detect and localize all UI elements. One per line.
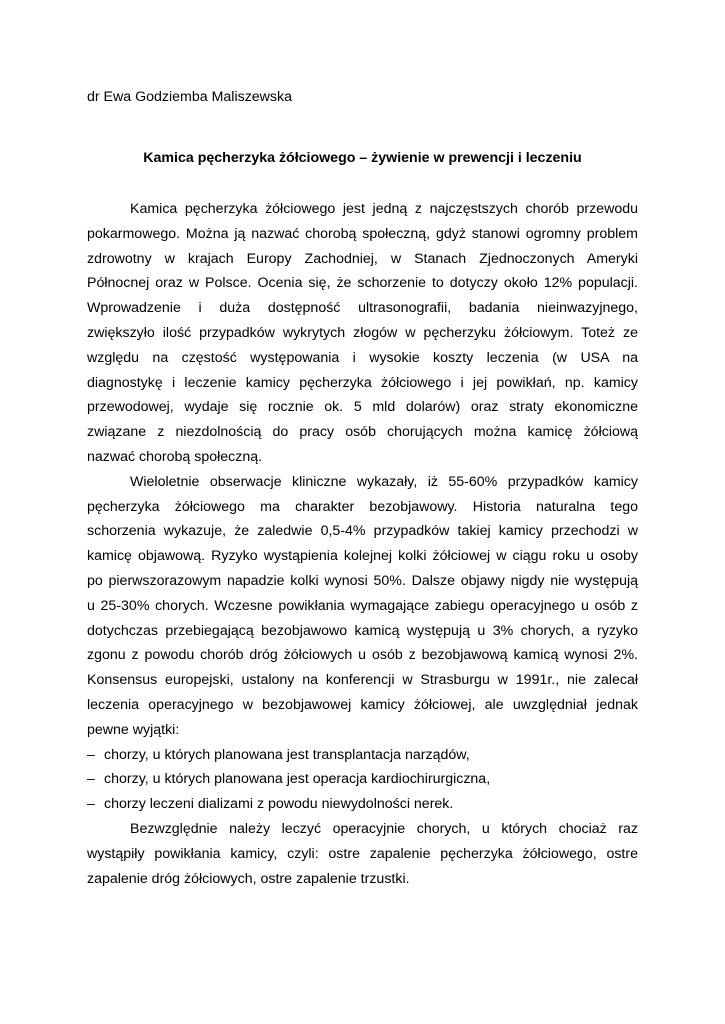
- text-line: po pierwszorazowym napadzie kolki wynosi 50%. Dalsze objawy nigdy nie występują: [87, 572, 638, 589]
- text-line: Konsensus europejski, ustalony na konferencji w Strasburgu w 1991r., nie zalecał: [87, 672, 638, 689]
- list-item: [87, 767, 638, 792]
- author-name: dr Ewa Godziemba Maliszewska: [87, 89, 293, 105]
- paragraph-1: [87, 197, 638, 470]
- text-line: pewne wyjątki:: [87, 721, 180, 738]
- dash-bullet: –: [87, 746, 95, 763]
- text-line: zapalenie dróg żółciowych, ostre zapalenie trzustki.: [87, 870, 410, 887]
- text-line: kamicę objawową. Ryzyko wystąpienia kolejnej kolki żółciowej w ciągu roku u osoby: [87, 548, 638, 565]
- document-title: Kamica pęcherzyka żółciowego – żywienie w prewencji i leczeniu: [143, 150, 582, 166]
- text-line: Północnej oraz w Polsce. Ocenia się, że schorzenie to dotyczy około 12% populacji.: [87, 275, 638, 292]
- exceptions-list: [87, 743, 638, 817]
- dash-bullet: –: [87, 771, 95, 788]
- text-line: zdrowotny w krajach Europy Zachodniej, w Stanach Zjednoczonych Ameryki: [87, 250, 638, 267]
- text-line: schorzenia wykazuje, że zaledwie 0,5-4% przypadków takiej kamicy przechodzi w: [87, 523, 638, 540]
- text-line: Bezwzględnie należy leczyć operacyjnie chorych, u których chociaż raz: [130, 820, 638, 837]
- text-line: przewodowej, wydaje się rocznie ok. 5 mld dolarów) oraz straty ekonomiczne: [87, 399, 638, 416]
- text-line: diagnostykę i leczenie kamicy pęcherzyka żółciowego i jej powikłań, np. kamicy: [87, 374, 638, 391]
- text-line: wystąpiły powikłania kamicy, czyli: ostre zapalenie pęcherzyka żółciowego, ostre: [87, 845, 638, 862]
- text-line: Wieloletnie obserwacje kliniczne wykazały, iż 55-60% przypadków kamicy: [130, 473, 638, 490]
- text-line: pokarmowego. Można ją nazwać chorobą społeczną, gdyż stanowi ogromny problem: [87, 225, 638, 242]
- text-line: pęcherzyka żółciowego ma charakter bezobjawowy. Historia naturalna tego: [87, 498, 638, 515]
- text-line: związane z niezdolnością do pracy osób chorujących można kamicę żółciową: [87, 424, 638, 441]
- text-line: leczenia operacyjnego w bezobjawowej kamicy żółciowej, ale uwzględniał jednak: [87, 696, 638, 713]
- dash-bullet: –: [87, 796, 95, 813]
- text-line: u 25-30% chorych. Wczesne powikłania wymagające zabiegu operacyjnego u osób z: [87, 597, 638, 614]
- text-line: dotychczas przebiegającą bezobjawowo kamicą występują u 3% chorych, a ryzyko: [87, 622, 638, 639]
- text-line: zgonu z powodu chorób dróg żółciowych u osób z bezobjawową kamicą wynosi 2%.: [87, 647, 638, 664]
- document-body: [87, 197, 638, 891]
- text-line: Wprowadzenie i duża dostępność ultrasonografii, badania nieinwazyjnego,: [87, 300, 638, 317]
- list-item-text: chorzy, u których planowana jest transplantacja narządów,: [104, 746, 470, 763]
- list-item: [87, 792, 638, 817]
- list-item: [87, 743, 638, 768]
- paragraph-2: [87, 470, 638, 743]
- text-line: nazwać chorobą społeczną.: [87, 448, 263, 465]
- text-line: względu na częstość występowania i wysokie koszty leczenia (w USA na: [87, 349, 638, 366]
- text-line: Kamica pęcherzyka żółciowego jest jedną z najczęstszych chorób przewodu: [130, 201, 638, 217]
- list-item-text: chorzy leczeni dializami z powodu niewydolności nerek.: [104, 796, 454, 813]
- list-item-text: chorzy, u których planowana jest operacja kardiochirurgiczna,: [104, 771, 491, 788]
- text-line: zwiększyło ilość przypadków wykrytych złogów w pęcherzyku żółciowym. Toteż ze: [87, 324, 638, 341]
- paragraph-3: [87, 817, 638, 891]
